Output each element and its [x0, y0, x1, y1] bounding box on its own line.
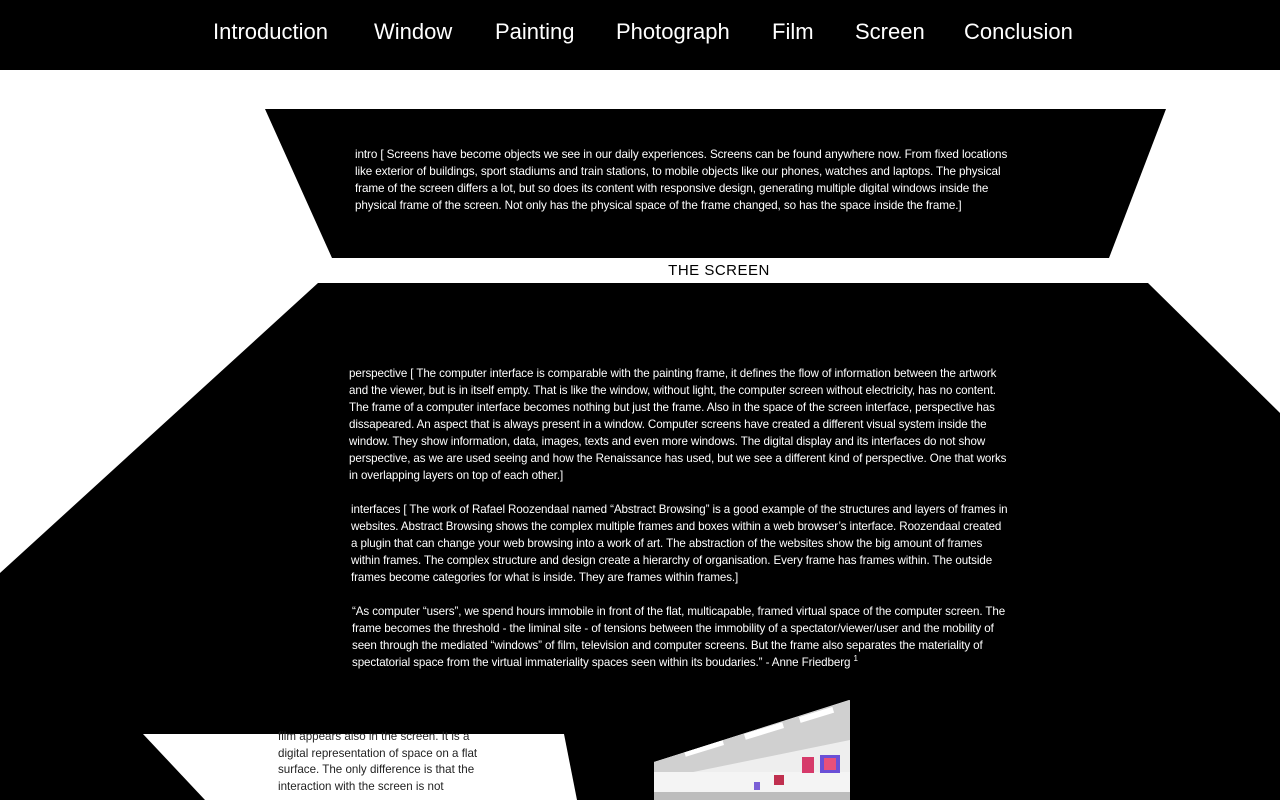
footnote-marker[interactable]: 1: [853, 654, 858, 664]
main-content: [349, 365, 1009, 688]
quote-paragraph: [352, 603, 1009, 671]
nav-item-painting[interactable]: Painting: [495, 19, 575, 44]
nav-item-conclusion[interactable]: Conclusion: [964, 19, 1073, 44]
intro-text: [355, 146, 1010, 214]
nav-item-film[interactable]: Film: [772, 19, 814, 44]
lower-card-text: [278, 729, 478, 800]
gallery-photo: [654, 700, 850, 800]
perspective-paragraph: perspective [ The computer interface is comparable with the painting frame, it defines the flow of information between the artwork and the viewer, but is in itself empty. That is like the window, without light, the computer screen without electricity, has no content. The frame of a computer interface becomes nothing but just the frame. Also in the space of the screen interface, perspective has dissapeared. An aspect that is always present in a window. Computer screens have created a different visual system inside the window. They show information, data, images, texts and even more windows. The digital display and its interfaces do not show perspective, as we are used seeing and how the Renaissance has used, but we see a different kind of perspective. One that works in overlapping layers on top of each other.]: [349, 367, 1007, 482]
nav-item-screen[interactable]: Screen: [855, 19, 925, 44]
nav-item-introduction[interactable]: Introduction: [213, 19, 328, 44]
intro-paragraph: intro [ Screens have become objects we see in our daily experiences. Screens can be found anywhere now. From fixed locations like exterior of buildings, sport stadiums and train stations, to mobile objects like our phones, watches and laptops. The physical frame of the screen differs a lot, but so does its content with responsive design, generating multiple digital windows inside the physical frame of the screen. Not only has the physical space of the frame changed, so has the space inside the frame.]: [355, 148, 1008, 212]
lower-card-paragraph: film appears also in the screen. It is a digital representation of space on a flat surface. The only difference is that the interaction with the screen is not: [278, 730, 478, 793]
section-title: THE SCREEN: [668, 262, 770, 279]
nav-item-window[interactable]: Window: [374, 19, 453, 44]
friedberg-quote: “As computer “users”, we spend hours immobile in front of the flat, multicapable, framed virtual space of the computer screen. The frame becomes the threshold - the liminal site - of tensions between the immobility of a spectator/viewer/user and the mobility of seen through the mediated “windows” of film, television and computer screens. But the frame also separates the materiality of spectatorial space from the virtual immateriality spaces seen within its boudaries.” - Anne Friedberg: [352, 605, 1006, 669]
interfaces-paragraph: interfaces [ The work of Rafael Roozendaal named “Abstract Browsing” is a good example of the structures and layers of frames in websites. Abstract Browsing shows the complex multiple frames and boxes within a web browser’s interface. Roozendaal created a plugin that can change your web browsing into a work of art. The abstraction of the websites show the big amount of frames within frames. The complex structure and design create a hierarchy of organisation. Every frame has frames within. The outside frames become categories for what is inside. They are frames within frames.]: [351, 503, 1008, 584]
nav-item-photograph[interactable]: Photograph: [616, 19, 730, 44]
